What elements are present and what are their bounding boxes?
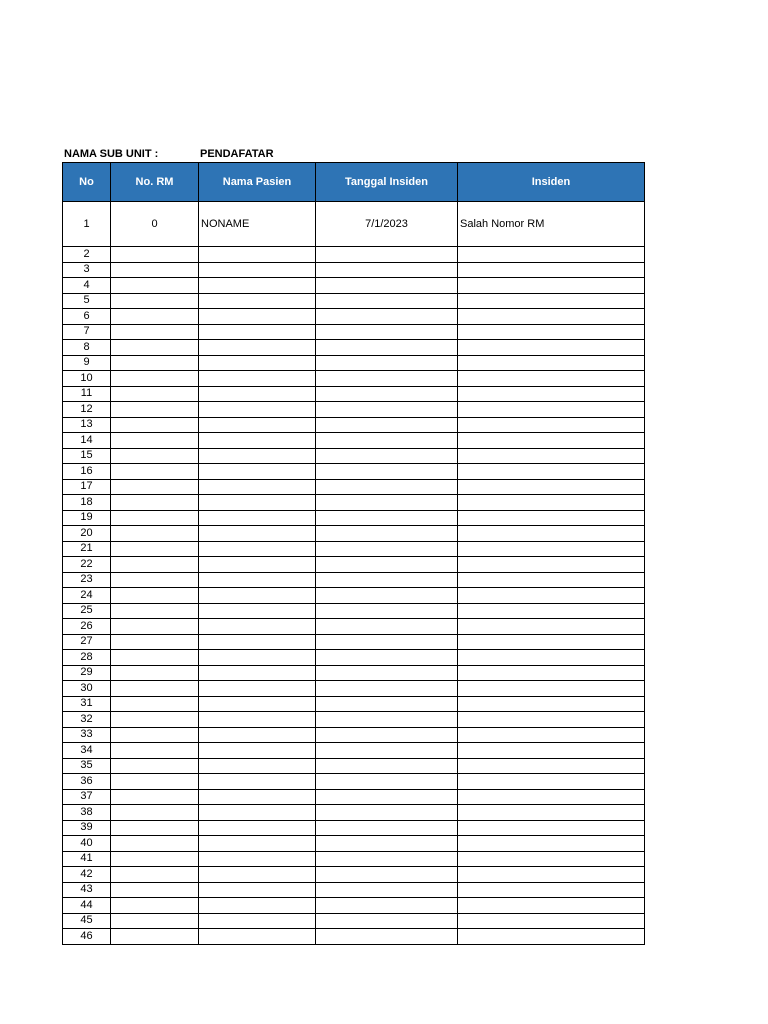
cell-nama-pasien: [199, 293, 316, 309]
cell-no-rm: [111, 882, 199, 898]
cell-no-rm: [111, 603, 199, 619]
header-no-rm: No. RM: [111, 163, 199, 202]
cell-tanggal-insiden: [316, 278, 458, 294]
cell-tanggal-insiden: [316, 324, 458, 340]
table-row: [63, 386, 645, 402]
table-row: [63, 262, 645, 278]
table-row: [63, 572, 645, 588]
cell-no: 42: [63, 867, 111, 883]
cell-nama-pasien: [199, 836, 316, 852]
cell-no-rm: [111, 696, 199, 712]
cell-tanggal-insiden: [316, 758, 458, 774]
cell-tanggal-insiden: [316, 588, 458, 604]
cell-nama-pasien: [199, 588, 316, 604]
cell-insiden: [458, 340, 645, 356]
cell-tanggal-insiden: [316, 340, 458, 356]
cell-tanggal-insiden: [316, 603, 458, 619]
cell-nama-pasien: [199, 665, 316, 681]
table-row: [63, 882, 645, 898]
cell-no-rm: [111, 758, 199, 774]
cell-no: 9: [63, 355, 111, 371]
cell-tanggal-insiden: [316, 634, 458, 650]
cell-insiden: [458, 882, 645, 898]
table-row: [63, 324, 645, 340]
table-row: [63, 836, 645, 852]
cell-tanggal-insiden: [316, 526, 458, 542]
cell-no-rm: [111, 836, 199, 852]
cell-no: 4: [63, 278, 111, 294]
table-row: [63, 681, 645, 697]
cell-no: 35: [63, 758, 111, 774]
cell-tanggal-insiden: [316, 464, 458, 480]
cell-no: 14: [63, 433, 111, 449]
cell-no: 18: [63, 495, 111, 511]
cell-tanggal-insiden: [316, 371, 458, 387]
cell-insiden: [458, 603, 645, 619]
cell-nama-pasien: [199, 309, 316, 325]
table-row: [63, 774, 645, 790]
cell-tanggal-insiden: [316, 262, 458, 278]
cell-nama-pasien: [199, 355, 316, 371]
cell-nama-pasien: [199, 603, 316, 619]
cell-tanggal-insiden: [316, 572, 458, 588]
table-row: [63, 309, 645, 325]
cell-no-rm: [111, 510, 199, 526]
table-row: [63, 340, 645, 356]
cell-no-rm: [111, 898, 199, 914]
cell-no: 10: [63, 371, 111, 387]
cell-no-rm: [111, 324, 199, 340]
cell-tanggal-insiden: [316, 510, 458, 526]
cell-nama-pasien: [199, 712, 316, 728]
cell-no: 46: [63, 929, 111, 945]
cell-no: 34: [63, 743, 111, 759]
table-row: [63, 417, 645, 433]
cell-no: 22: [63, 557, 111, 573]
cell-tanggal-insiden: [316, 851, 458, 867]
cell-tanggal-insiden: [316, 293, 458, 309]
cell-no-rm: [111, 495, 199, 511]
cell-no-rm: [111, 913, 199, 929]
cell-tanggal-insiden: [316, 247, 458, 263]
cell-no-rm: [111, 851, 199, 867]
cell-no: 16: [63, 464, 111, 480]
cell-insiden: [458, 572, 645, 588]
cell-no-rm: [111, 247, 199, 263]
cell-insiden: [458, 262, 645, 278]
cell-nama-pasien: [199, 743, 316, 759]
cell-insiden: [458, 929, 645, 945]
cell-tanggal-insiden: [316, 712, 458, 728]
table-row: [63, 650, 645, 666]
cell-insiden: [458, 665, 645, 681]
cell-tanggal-insiden: [316, 789, 458, 805]
cell-no: 30: [63, 681, 111, 697]
cell-no: 12: [63, 402, 111, 418]
table-row: [63, 634, 645, 650]
cell-no-rm: [111, 634, 199, 650]
cell-insiden: [458, 650, 645, 666]
table-row: [63, 526, 645, 542]
cell-no: 44: [63, 898, 111, 914]
cell-tanggal-insiden: [316, 882, 458, 898]
cell-insiden: [458, 371, 645, 387]
cell-insiden: [458, 851, 645, 867]
cell-insiden: [458, 634, 645, 650]
table-row: [63, 557, 645, 573]
cell-tanggal-insiden: [316, 929, 458, 945]
cell-no-rm: [111, 820, 199, 836]
cell-tanggal-insiden: [316, 805, 458, 821]
table-row: [63, 913, 645, 929]
cell-insiden: [458, 433, 645, 449]
cell-insiden: [458, 510, 645, 526]
cell-tanggal-insiden: [316, 386, 458, 402]
table-row: [63, 510, 645, 526]
cell-nama-pasien: [199, 634, 316, 650]
cell-nama-pasien: [199, 913, 316, 929]
table-row: [63, 898, 645, 914]
cell-no-rm: [111, 417, 199, 433]
cell-no-rm: [111, 774, 199, 790]
cell-no-rm: [111, 479, 199, 495]
cell-insiden: [458, 324, 645, 340]
cell-tanggal-insiden: [316, 309, 458, 325]
cell-tanggal-insiden: [316, 696, 458, 712]
cell-insiden: [458, 541, 645, 557]
cell-tanggal-insiden: [316, 417, 458, 433]
cell-tanggal-insiden: [316, 650, 458, 666]
cell-no: 38: [63, 805, 111, 821]
table-row: [63, 851, 645, 867]
cell-insiden: [458, 774, 645, 790]
cell-nama-pasien: [199, 572, 316, 588]
cell-nama-pasien: [199, 882, 316, 898]
cell-nama-pasien: [199, 557, 316, 573]
cell-no: 36: [63, 774, 111, 790]
table-row: [63, 464, 645, 480]
table-row: [63, 696, 645, 712]
cell-no: 43: [63, 882, 111, 898]
table-row: [63, 603, 645, 619]
cell-insiden: [458, 355, 645, 371]
cell-no: 29: [63, 665, 111, 681]
cell-no: 19: [63, 510, 111, 526]
header-nama-pasien: Nama Pasien: [199, 163, 316, 202]
cell-insiden: [458, 743, 645, 759]
cell-nama-pasien: [199, 681, 316, 697]
table-row: [63, 247, 645, 263]
cell-nama-pasien: [199, 247, 316, 263]
cell-tanggal-insiden: [316, 433, 458, 449]
cell-insiden: [458, 696, 645, 712]
cell-no: 37: [63, 789, 111, 805]
cell-tanggal-insiden: [316, 557, 458, 573]
cell-no-rm: [111, 278, 199, 294]
table-row: [63, 355, 645, 371]
cell-no: 41: [63, 851, 111, 867]
cell-no: 31: [63, 696, 111, 712]
cell-no: 26: [63, 619, 111, 635]
cell-no-rm: [111, 789, 199, 805]
cell-insiden: [458, 464, 645, 480]
cell-nama-pasien: [199, 619, 316, 635]
cell-no: 25: [63, 603, 111, 619]
table-row: [63, 727, 645, 743]
cell-insiden: [458, 727, 645, 743]
cell-insiden: [458, 588, 645, 604]
cell-no-rm: [111, 464, 199, 480]
cell-no-rm: [111, 665, 199, 681]
cell-insiden: [458, 386, 645, 402]
cell-nama-pasien: NONAME: [199, 202, 316, 247]
table-row: [63, 665, 645, 681]
cell-nama-pasien: [199, 696, 316, 712]
cell-nama-pasien: [199, 402, 316, 418]
cell-no: 20: [63, 526, 111, 542]
cell-insiden: [458, 820, 645, 836]
table-row: [63, 805, 645, 821]
cell-no: 7: [63, 324, 111, 340]
cell-tanggal-insiden: [316, 681, 458, 697]
cell-insiden: [458, 898, 645, 914]
table-row: [63, 758, 645, 774]
cell-nama-pasien: [199, 541, 316, 557]
table-row: [63, 588, 645, 604]
table-row: [63, 202, 645, 247]
cell-insiden: [458, 619, 645, 635]
cell-insiden: [458, 913, 645, 929]
table-row: [63, 278, 645, 294]
cell-insiden: Salah Nomor RM: [458, 202, 645, 247]
cell-tanggal-insiden: [316, 619, 458, 635]
cell-no-rm: [111, 541, 199, 557]
cell-tanggal-insiden: [316, 836, 458, 852]
cell-nama-pasien: [199, 417, 316, 433]
cell-no: 40: [63, 836, 111, 852]
cell-no: 1: [63, 202, 111, 247]
cell-no-rm: [111, 355, 199, 371]
cell-nama-pasien: [199, 774, 316, 790]
cell-insiden: [458, 247, 645, 263]
cell-insiden: [458, 479, 645, 495]
cell-nama-pasien: [199, 340, 316, 356]
cell-no-rm: [111, 681, 199, 697]
cell-no-rm: [111, 712, 199, 728]
header-row: [63, 163, 645, 202]
incident-table: [62, 162, 645, 945]
cell-no-rm: [111, 386, 199, 402]
cell-nama-pasien: [199, 479, 316, 495]
table-row: [63, 929, 645, 945]
cell-insiden: [458, 293, 645, 309]
cell-nama-pasien: [199, 758, 316, 774]
cell-tanggal-insiden: [316, 355, 458, 371]
table-row: [63, 867, 645, 883]
cell-nama-pasien: [199, 371, 316, 387]
table-row: [63, 433, 645, 449]
header-tanggal-insiden: Tanggal Insiden: [316, 163, 458, 202]
cell-no: 28: [63, 650, 111, 666]
cell-nama-pasien: [199, 526, 316, 542]
table-row: [63, 743, 645, 759]
cell-no: 5: [63, 293, 111, 309]
cell-no: 6: [63, 309, 111, 325]
cell-nama-pasien: [199, 820, 316, 836]
table-row: [63, 479, 645, 495]
cell-no-rm: [111, 433, 199, 449]
cell-tanggal-insiden: 7/1/2023: [316, 202, 458, 247]
cell-no: 13: [63, 417, 111, 433]
cell-no-rm: [111, 588, 199, 604]
cell-no-rm: [111, 572, 199, 588]
cell-tanggal-insiden: [316, 867, 458, 883]
cell-tanggal-insiden: [316, 774, 458, 790]
header-insiden: Insiden: [458, 163, 645, 202]
table-row: [63, 402, 645, 418]
cell-nama-pasien: [199, 433, 316, 449]
cell-insiden: [458, 557, 645, 573]
cell-no: 21: [63, 541, 111, 557]
cell-no-rm: [111, 557, 199, 573]
cell-no: 15: [63, 448, 111, 464]
cell-insiden: [458, 448, 645, 464]
cell-no: 27: [63, 634, 111, 650]
cell-no-rm: [111, 402, 199, 418]
cell-tanggal-insiden: [316, 448, 458, 464]
cell-nama-pasien: [199, 867, 316, 883]
cell-nama-pasien: [199, 386, 316, 402]
cell-nama-pasien: [199, 324, 316, 340]
cell-insiden: [458, 495, 645, 511]
cell-tanggal-insiden: [316, 898, 458, 914]
table-row: [63, 293, 645, 309]
cell-no-rm: 0: [111, 202, 199, 247]
cell-no-rm: [111, 727, 199, 743]
table-row: [63, 619, 645, 635]
cell-no: 32: [63, 712, 111, 728]
cell-no-rm: [111, 340, 199, 356]
cell-tanggal-insiden: [316, 913, 458, 929]
cell-insiden: [458, 758, 645, 774]
cell-no-rm: [111, 867, 199, 883]
cell-no-rm: [111, 650, 199, 666]
cell-insiden: [458, 278, 645, 294]
cell-nama-pasien: [199, 650, 316, 666]
cell-no: 23: [63, 572, 111, 588]
table-row: [63, 371, 645, 387]
table-row: [63, 448, 645, 464]
cell-no: 45: [63, 913, 111, 929]
sub-unit-label: NAMA SUB UNIT :: [64, 148, 159, 160]
cell-nama-pasien: [199, 495, 316, 511]
cell-no: 24: [63, 588, 111, 604]
table-row: [63, 495, 645, 511]
cell-nama-pasien: [199, 789, 316, 805]
cell-nama-pasien: [199, 262, 316, 278]
cell-nama-pasien: [199, 898, 316, 914]
cell-no-rm: [111, 448, 199, 464]
cell-nama-pasien: [199, 510, 316, 526]
cell-no: 17: [63, 479, 111, 495]
cell-tanggal-insiden: [316, 541, 458, 557]
cell-insiden: [458, 402, 645, 418]
cell-nama-pasien: [199, 278, 316, 294]
cell-no-rm: [111, 743, 199, 759]
cell-no-rm: [111, 619, 199, 635]
cell-insiden: [458, 805, 645, 821]
sub-unit-value: PENDAFATAR: [200, 148, 274, 160]
table-row: [63, 541, 645, 557]
cell-no: 11: [63, 386, 111, 402]
cell-tanggal-insiden: [316, 402, 458, 418]
cell-no: 33: [63, 727, 111, 743]
cell-nama-pasien: [199, 464, 316, 480]
cell-tanggal-insiden: [316, 495, 458, 511]
cell-no-rm: [111, 371, 199, 387]
cell-tanggal-insiden: [316, 665, 458, 681]
cell-tanggal-insiden: [316, 727, 458, 743]
table-row: [63, 712, 645, 728]
cell-no-rm: [111, 929, 199, 945]
cell-no-rm: [111, 526, 199, 542]
cell-tanggal-insiden: [316, 743, 458, 759]
cell-nama-pasien: [199, 727, 316, 743]
cell-insiden: [458, 867, 645, 883]
cell-no: 39: [63, 820, 111, 836]
cell-insiden: [458, 526, 645, 542]
cell-insiden: [458, 789, 645, 805]
cell-no: 2: [63, 247, 111, 263]
cell-insiden: [458, 681, 645, 697]
cell-no: 8: [63, 340, 111, 356]
cell-no-rm: [111, 309, 199, 325]
table-row: [63, 789, 645, 805]
cell-insiden: [458, 836, 645, 852]
cell-insiden: [458, 417, 645, 433]
cell-nama-pasien: [199, 929, 316, 945]
cell-nama-pasien: [199, 851, 316, 867]
cell-no-rm: [111, 262, 199, 278]
cell-insiden: [458, 309, 645, 325]
cell-no: 3: [63, 262, 111, 278]
table-row: [63, 820, 645, 836]
cell-tanggal-insiden: [316, 479, 458, 495]
cell-no-rm: [111, 805, 199, 821]
cell-nama-pasien: [199, 448, 316, 464]
cell-no-rm: [111, 293, 199, 309]
cell-nama-pasien: [199, 805, 316, 821]
header-no: No: [63, 163, 111, 202]
cell-insiden: [458, 712, 645, 728]
cell-tanggal-insiden: [316, 820, 458, 836]
